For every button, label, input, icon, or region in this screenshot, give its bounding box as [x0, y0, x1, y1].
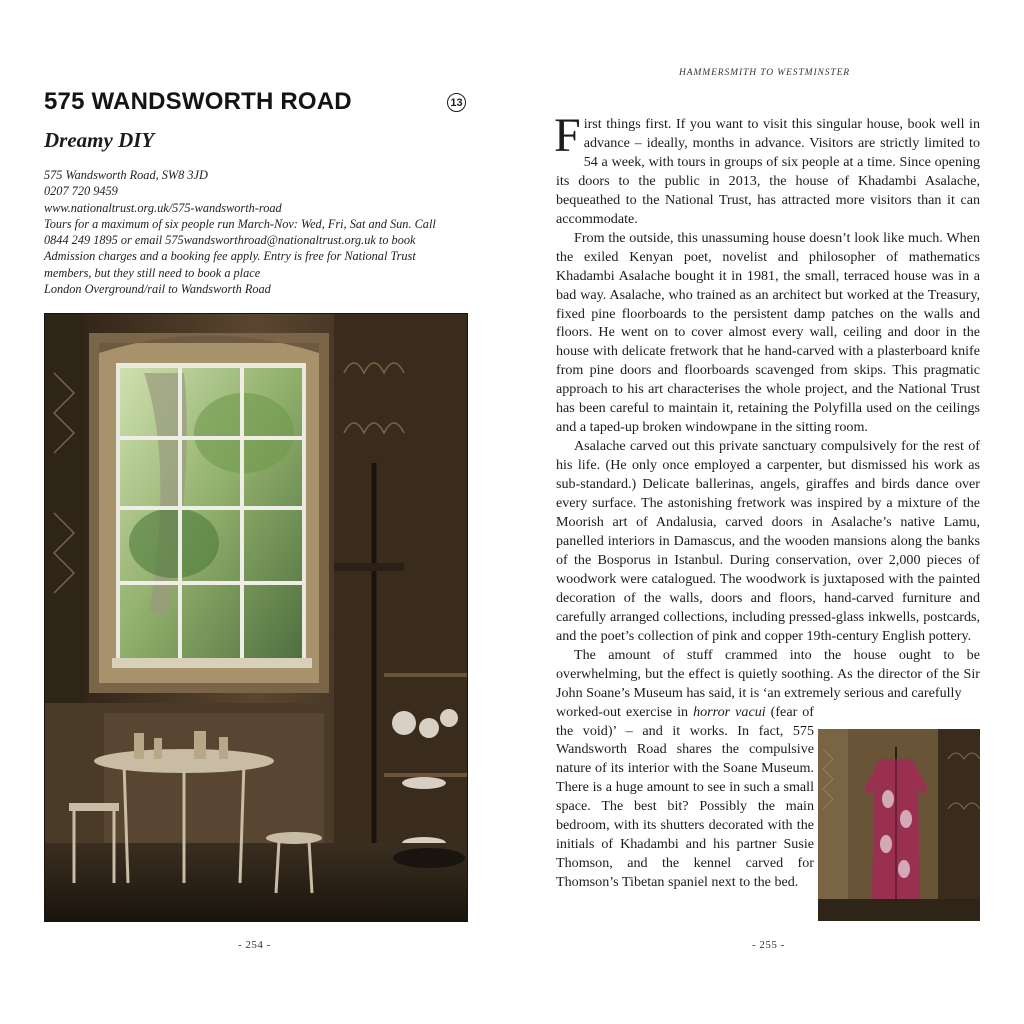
- paragraph-4-continued: [556, 703, 814, 893]
- phone: 0207 720 9459: [44, 184, 118, 199]
- visitor-info: [44, 167, 474, 297]
- paragraph-4: The amount of stuff crammed into the house ought to be overwhelming, but the effect is quietly soothing. As the director of the Sir John Soane’s Museum has said, it is ‘an extremely serious and carefully: [556, 646, 980, 701]
- paragraph-1: [554, 109, 980, 229]
- page-number-right: - 255 -: [752, 939, 785, 951]
- drop-cap: F: [554, 109, 581, 162]
- admission-info-line-1: Admission charges and a booking fee apply. Entry is free for National Trust: [44, 249, 416, 264]
- page-number-left: - 254 -: [238, 939, 271, 951]
- website-link[interactable]: www.nationaltrust.org.uk/575-wandsworth-road: [44, 200, 282, 215]
- page-subtitle: Dreamy DIY: [44, 128, 155, 152]
- address: 575 Wandsworth Road, SW8 3JD: [44, 168, 208, 182]
- tours-info-line-2: 0844 249 1895 or email 575wandsworthroad@nationaltrust.org.uk to book: [44, 233, 416, 248]
- tours-info-line-1: Tours for a maximum of six people run March-Nov: Wed, Fri, Sat and Sun. Call: [44, 216, 436, 231]
- transport-info: London Overground/rail to Wandsworth Road: [44, 282, 271, 297]
- page-title: 575 WANDSWORTH ROAD: [44, 88, 352, 115]
- paragraph-3: Asalache carved out this private sanctuary compulsively for the rest of his life. (He only once employed a carpenter, but dismissed his work as sub-standard.) Delicate ballerinas, angels, giraffes and birds dance over every surface. The astonishing fretwork was inspired by a mixture of the Moorish art of Andalusia, carved doors in Asalache’s native Lamu, panelled interiors in Damascus, and the wooden mansions along the banks of the Bosporus in Istanbul. During conservation, over 2,000 pieces of woodwork were catalogued. The woodwork is juxtaposed with the painted decoration of the walls, doors and floors, hand-carved furniture and carefully arranged collections, including pressed-glass inkwells, postcards, and the poet’s collection of pink and copper 19th-century English pottery.: [556, 438, 980, 644]
- paragraph-4-text-b: (fear of the void)’ – and it works. In fact, 575 Wandsworth Road shares the compulsive nature of its interior with the Soane Museum. There is a huge amount to see in such a small space. The best bit? Possibly the main bedroom, with its shutters decorated with the initials of Khadambi and his partner Susie Thomson, and the kennel carved for Thomson’s Tibetan spaniel next to the bed.: [556, 703, 814, 891]
- bedroom-robe-photo: [818, 729, 980, 921]
- horror-vacui-italic: horror vacui: [693, 703, 766, 720]
- interior-window-photo: [44, 313, 468, 922]
- admission-info-line-2: members, but they still need to book a place: [44, 265, 261, 280]
- entry-number-badge: 13: [447, 93, 466, 112]
- paragraph-4-text-a: worked-out exercise in: [556, 703, 689, 720]
- paragraph-1-text: irst things first. If you want to visit this singular house, book well in advance – ideally, months in advance. Visitors are strictly limited to 54 a week, with tours in groups of six people at a time. Since opening its doors to the public in 2013, the house of Khadambi Asalache, bequeathed to the National Trust, has attracted more visitors than it can accommodate.: [556, 116, 980, 227]
- running-head: HAMMERSMITH TO WESTMINSTER: [679, 68, 850, 78]
- paragraph-2: From the outside, this unassuming house doesn’t look like much. When the exiled Kenyan poet, novelist and philosopher of mathematics Khadambi Asalache bought it in 1981, the small, terraced house was in a bad way. Asalache, who trained as an architect but worked at the Treasury, fixed pine floorboards to the persistent damp patches on the walls and floors. He went on to cover almost every wall, ceiling and door in the house with delicate fretwork that he hand-carved with a plasterboard knife from pine doors and floorboards scavenged from skips. This pragmatic approach to his art characterises the whole project, and the National Trust has been careful to maintain it, retaining the Polyfilla used on the ceilings and a taped-up broken windowpane in the sitting room.: [556, 229, 980, 436]
